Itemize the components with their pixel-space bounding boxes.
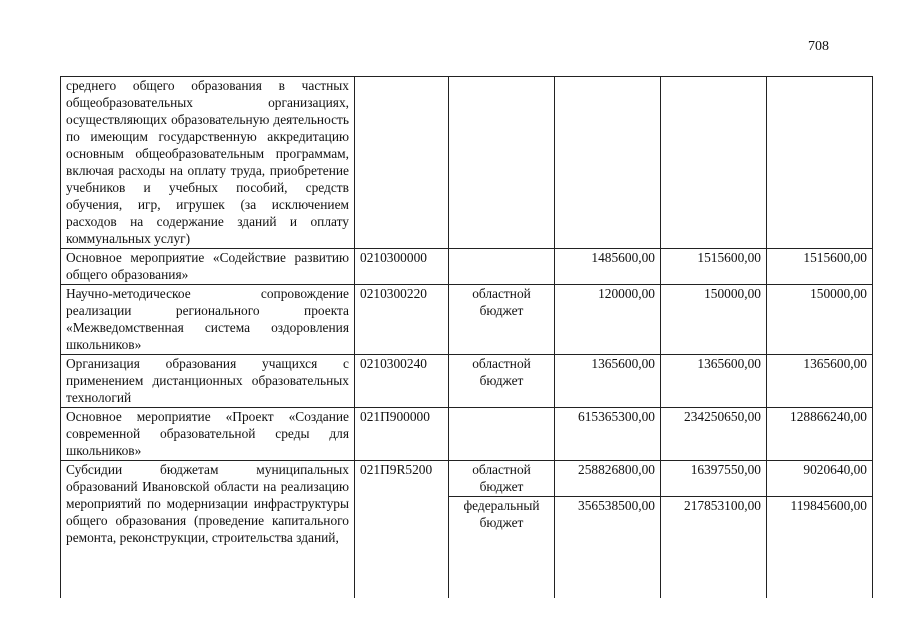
row-amount-3: 9020640,00 xyxy=(767,461,873,497)
row-amount-2: 1515600,00 xyxy=(661,249,767,285)
row-source: областной бюджет xyxy=(449,355,555,408)
row-amount-2: 150000,00 xyxy=(661,285,767,355)
row-source xyxy=(449,249,555,285)
row-name: Основное мероприятие «Содействие развитию общего образования» xyxy=(61,249,355,285)
table-row xyxy=(61,355,873,408)
row-amount-2: 234250650,00 xyxy=(661,408,767,461)
row-code: 021П900000 xyxy=(355,408,449,461)
row-amount-1: 258826800,00 xyxy=(555,461,661,497)
row-amount-3: 150000,00 xyxy=(767,285,873,355)
row-name: Основное мероприятие «Проект «Создание современной образовательной среды для школьников» xyxy=(61,408,355,461)
row-amount-1 xyxy=(555,77,661,249)
table-row xyxy=(61,77,873,249)
row-code: 0210300220 xyxy=(355,285,449,355)
table-row xyxy=(61,461,873,497)
page-number: 708 xyxy=(808,39,829,54)
row-amount-1: 356538500,00 xyxy=(555,497,661,599)
row-amount-1: 120000,00 xyxy=(555,285,661,355)
row-amount-3 xyxy=(767,77,873,249)
table-row xyxy=(61,285,873,355)
row-amount-1: 1365600,00 xyxy=(555,355,661,408)
row-amount-1: 1485600,00 xyxy=(555,249,661,285)
row-code: 021П9R5200 xyxy=(355,461,449,599)
row-amount-3: 119845600,00 xyxy=(767,497,873,599)
row-amount-3: 1515600,00 xyxy=(767,249,873,285)
row-amount-3: 1365600,00 xyxy=(767,355,873,408)
row-amount-3: 128866240,00 xyxy=(767,408,873,461)
row-amount-2: 217853100,00 xyxy=(661,497,767,599)
table-row xyxy=(61,408,873,461)
row-name: Организация образования учащихся с применением дистанционных образовательных технологий xyxy=(61,355,355,408)
row-code: 0210300000 xyxy=(355,249,449,285)
row-amount-1: 615365300,00 xyxy=(555,408,661,461)
table-row xyxy=(61,249,873,285)
row-name: Научно-методическое сопровождение реализации регионального проекта «Межведомственная система оздоровления школьников» xyxy=(61,285,355,355)
row-amount-2 xyxy=(661,77,767,249)
row-amount-2: 1365600,00 xyxy=(661,355,767,408)
row-amount-2: 16397550,00 xyxy=(661,461,767,497)
row-source xyxy=(449,77,555,249)
row-code: 0210300240 xyxy=(355,355,449,408)
budget-table xyxy=(60,76,873,598)
row-source: областной бюджет xyxy=(449,461,555,497)
row-name: среднего общего образования в частных общеобразовательных организациях, осуществляющих образовательную деятельность по имеющим государственную аккредитацию основным общеобразовательным программам, включая расходы на оплату труда, приобретение учебников и учебных пособий, средств обучения, игр, игрушек (за исключением расходов на содержание зданий и оплату коммунальных услуг) xyxy=(61,77,355,249)
row-code xyxy=(355,77,449,249)
row-name: Субсидии бюджетам муниципальных образований Ивановской области на реализацию мероприятий по модернизации инфраструктуры общего образования (проведение капитального ремонта, реконструкции, строительства зданий, xyxy=(61,461,355,599)
row-source: областной бюджет xyxy=(449,285,555,355)
row-source: федеральный бюджет xyxy=(449,497,555,599)
row-source xyxy=(449,408,555,461)
